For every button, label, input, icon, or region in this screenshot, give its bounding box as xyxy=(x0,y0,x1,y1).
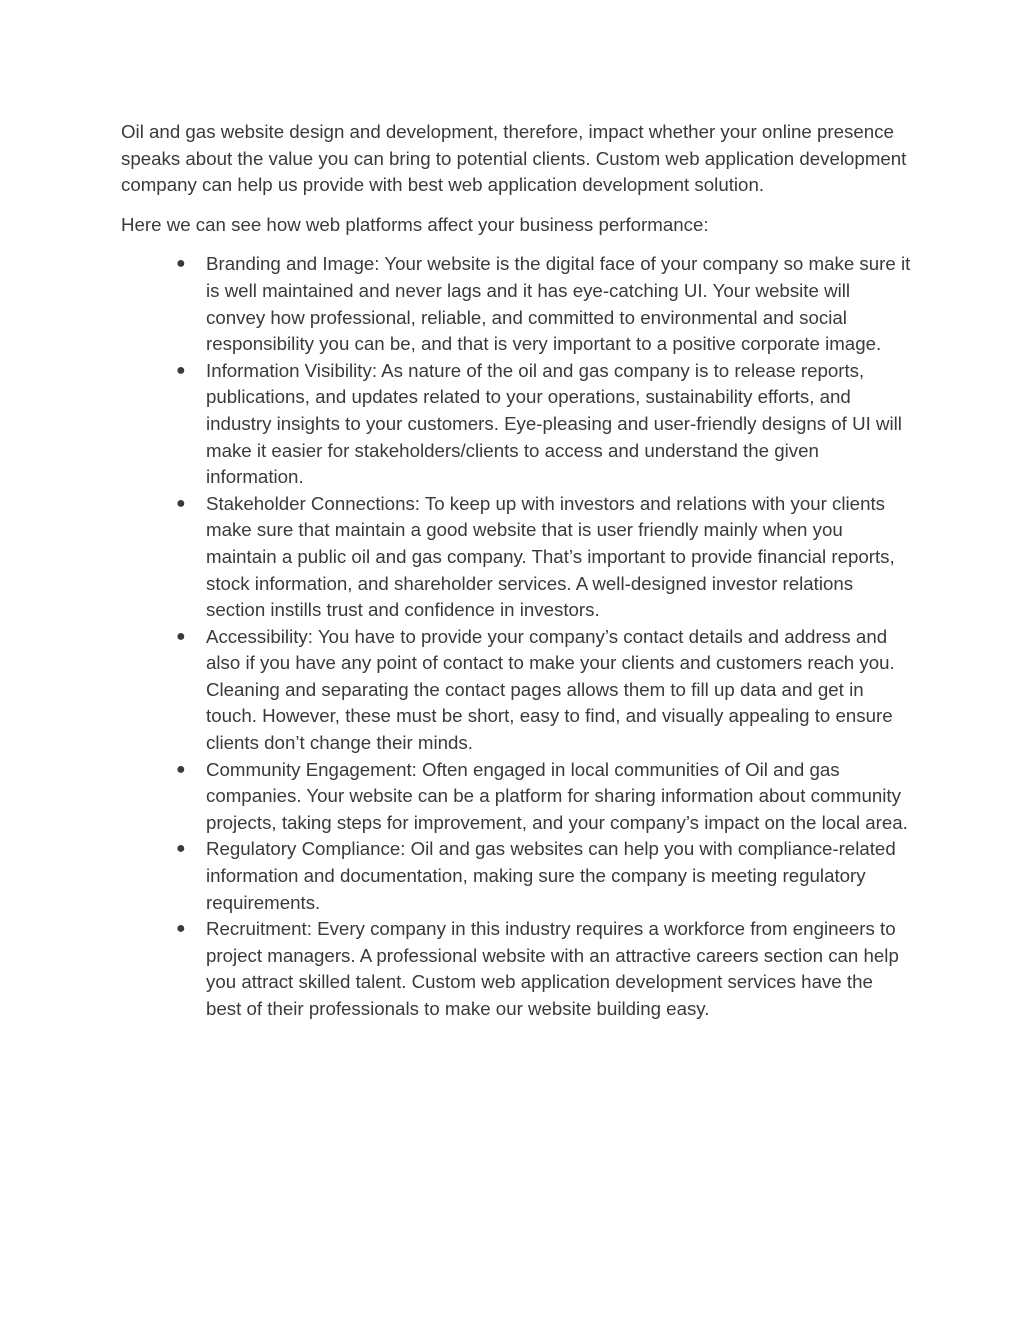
list-item-text: Regulatory Compliance: Oil and gas websites can help you with compliance-related information and documentation, making sure the company is meeting regulatory requirements. xyxy=(206,838,896,913)
bullet-icon: ● xyxy=(176,840,186,858)
intro-paragraph: Oil and gas website design and development, therefore, impact whether your online presence speaks about the value you can bring to potential clients. Custom web application development company can help us provide with best web application development solution. xyxy=(121,121,907,196)
list-item-text: Information Visibility: As nature of the oil and gas company is to release reports, publications, and updates related to your operations, sustainability efforts, and industry insights to your customers. Eye-pleasing and user-friendly designs of UI will make it easier for stakeholders/clients to access and understand the given information. xyxy=(206,359,902,488)
list-item xyxy=(121,916,911,1022)
bullet-icon: ● xyxy=(176,361,186,379)
bullet-icon: ● xyxy=(176,920,186,938)
lead-in-paragraph: Here we can see how web platforms affect your business performance: xyxy=(121,213,709,235)
list-item xyxy=(121,757,911,837)
list-item xyxy=(121,491,911,624)
list-item-text: Branding and Image: Your website is the digital face of your company so make sure it is well maintained and never lags and it has eye-catching UI. Your website will convey how professional, reliable, and committed to environmental and social responsibility you can be, and that is very important to a positive corporate image. xyxy=(206,253,911,355)
bullet-list xyxy=(121,251,911,1022)
bullet-icon: ● xyxy=(176,627,186,645)
list-item xyxy=(121,836,911,916)
list-item xyxy=(121,251,911,357)
bullet-icon: ● xyxy=(176,760,186,778)
list-item-text: Stakeholder Connections: To keep up with investors and relations with your clients make sure that maintain a good website that is user friendly mainly when you maintain a public oil and gas company. That’s important to provide financial reports, stock information, and shareholder services. A well-designed investor relations section instills trust and confidence in investors. xyxy=(206,492,895,621)
list-item-text: Community Engagement: Often engaged in local communities of Oil and gas companies. Your website can be a platform for sharing information about community projects, taking steps for improvement, and your company’s impact on the local area. xyxy=(206,758,908,833)
list-item-text: Accessibility: You have to provide your company’s contact details and address and also if you have any point of contact to make your clients and customers reach you. Cleaning and separating the contact pages allows them to fill up data and get in touch. However, these must be short, easy to find, and visually appealing to ensure clients don’t change their minds. xyxy=(206,625,895,754)
list-item xyxy=(121,624,911,757)
bullet-icon: ● xyxy=(176,494,186,512)
list-item xyxy=(121,358,911,491)
document-page xyxy=(121,119,911,1023)
bullet-icon: ● xyxy=(176,255,186,273)
list-item-text: Recruitment: Every company in this industry requires a workforce from engineers to project managers. A professional website with an attractive careers section can help you attract skilled talent. Custom web application development services have the best of their professionals to make our website building easy. xyxy=(206,918,899,1019)
